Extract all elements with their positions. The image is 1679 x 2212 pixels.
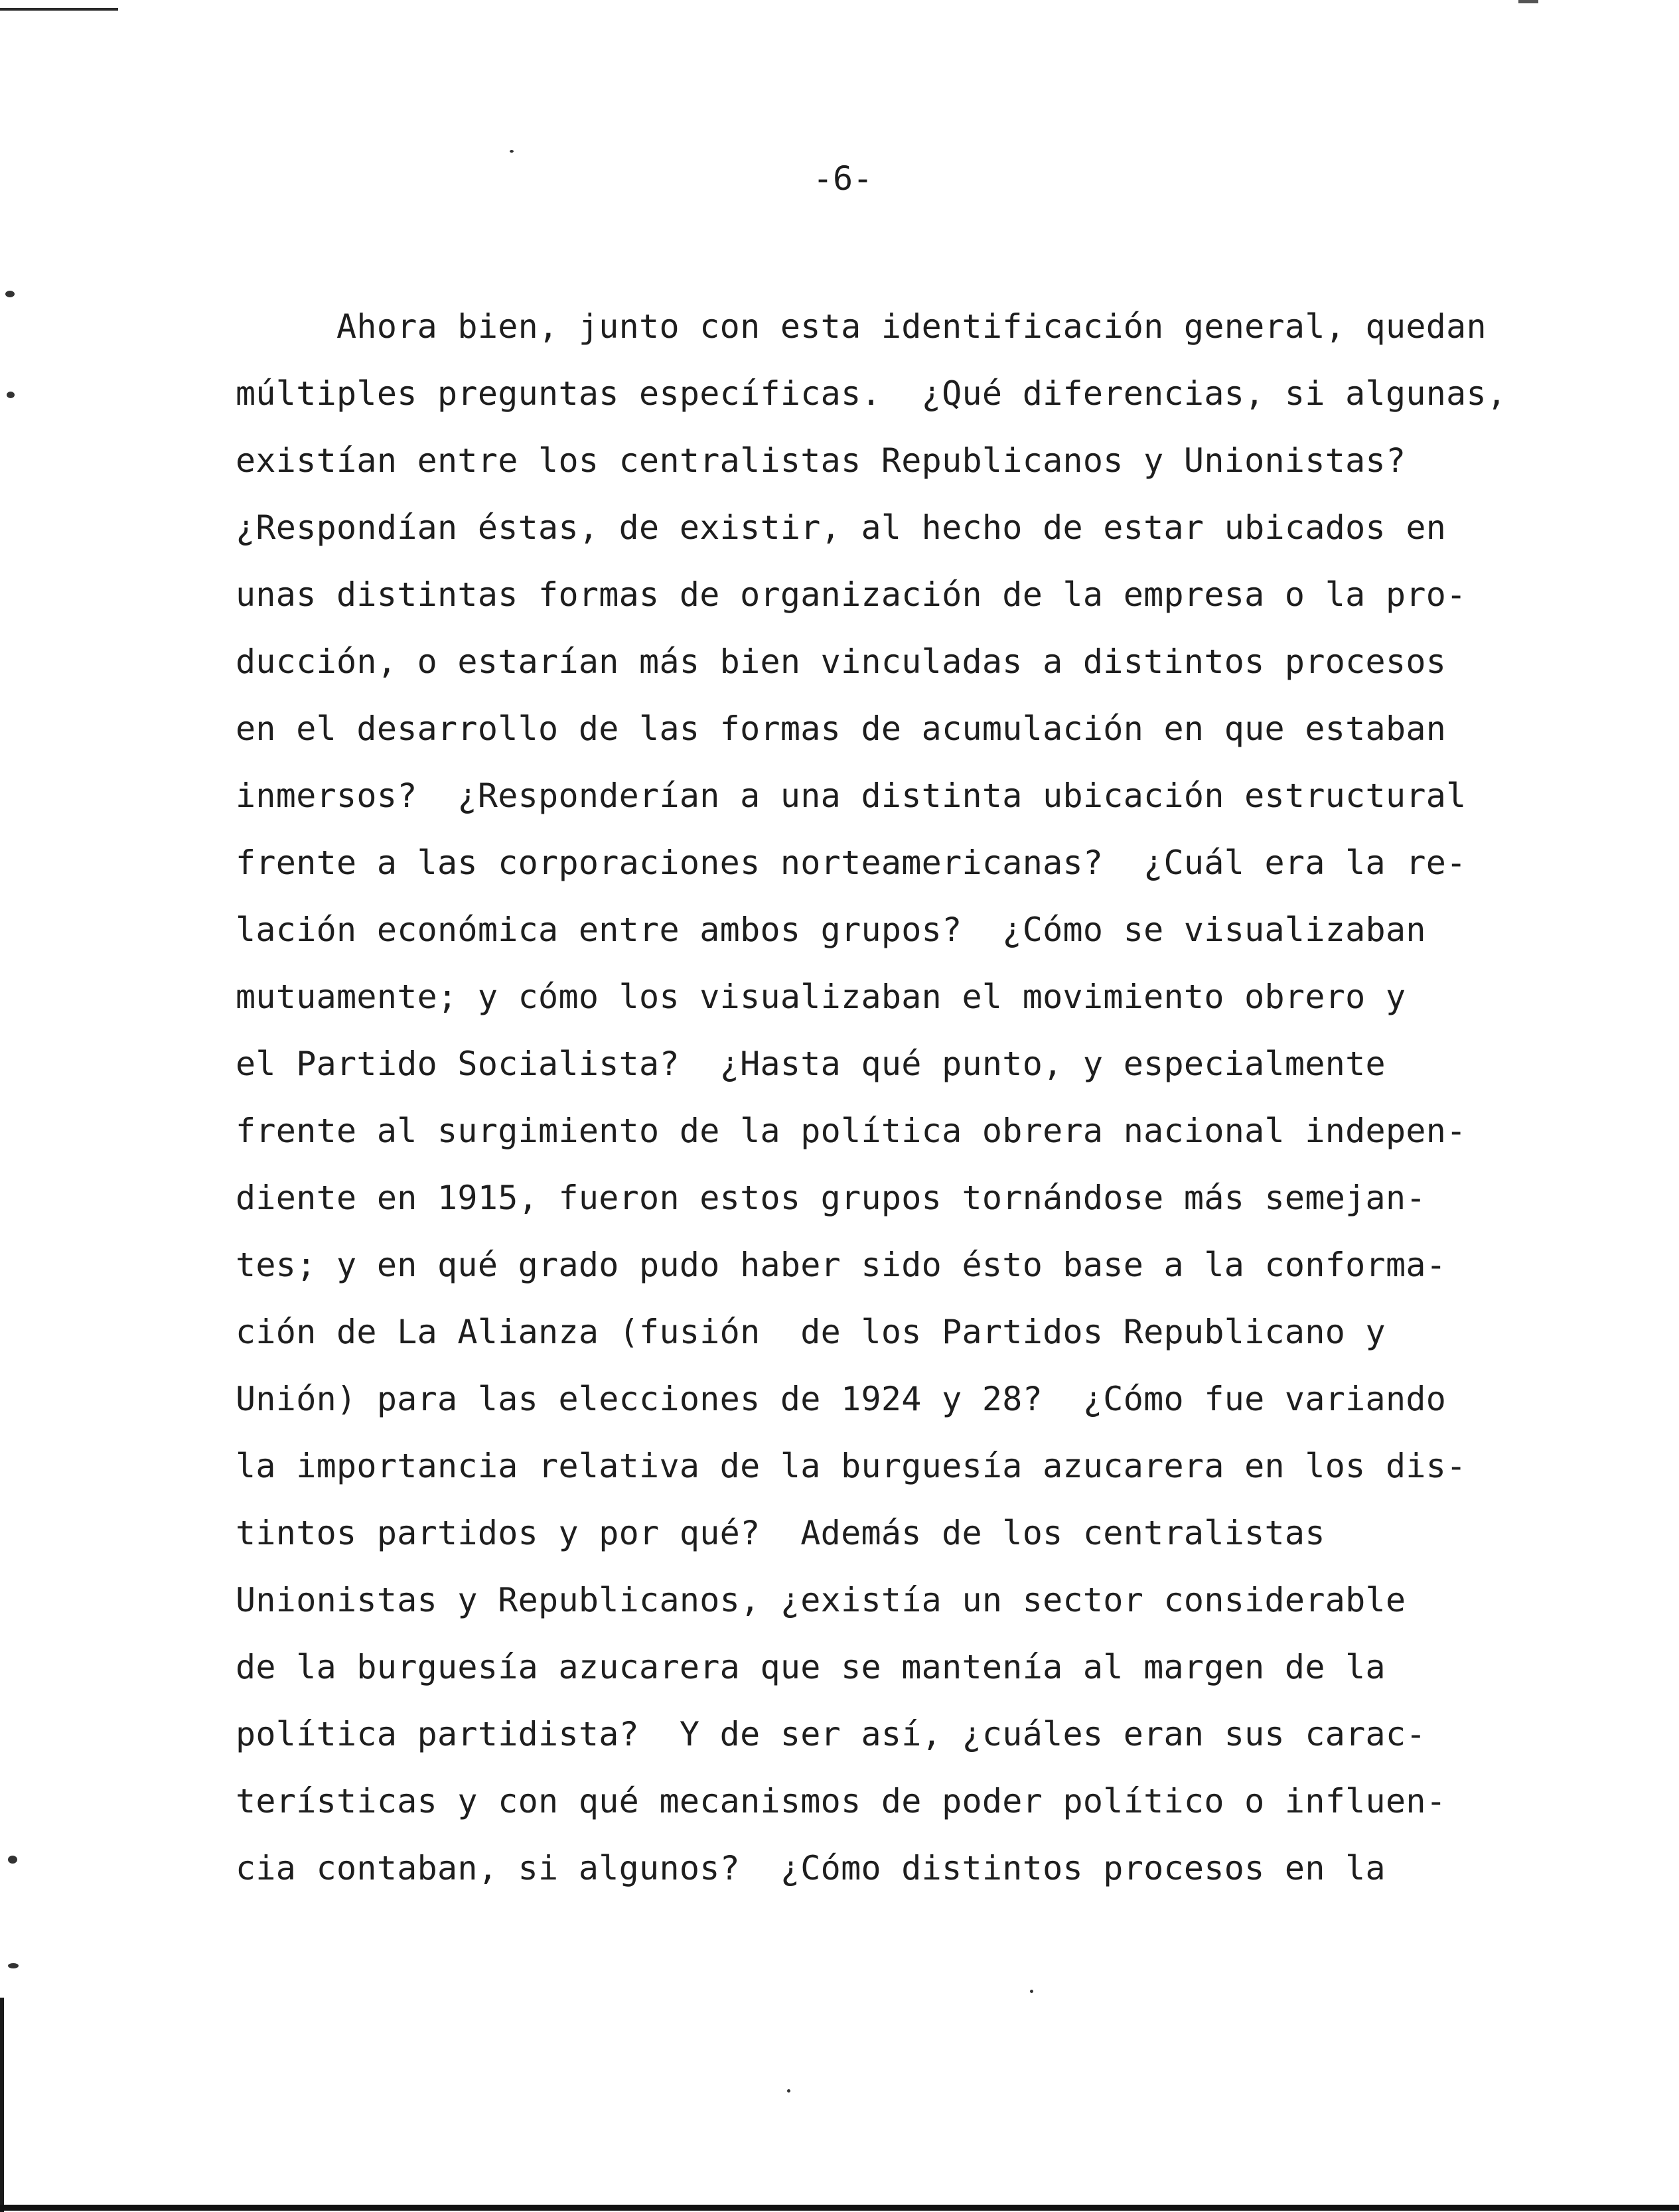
text-line: múltiples preguntas específicas. ¿Qué diferencias, si algunas, (236, 374, 1507, 413)
text-line: cia contaban, si algunos? ¿Cómo distintos procesos en la (236, 1849, 1386, 1887)
text-line: ción de La Alianza (fusión de los Partidos Republicano y (236, 1313, 1386, 1351)
scan-speck (1030, 1990, 1033, 1993)
scan-top-rule (0, 8, 118, 11)
page-number: -6- (812, 159, 873, 198)
text-line: tintos partidos y por qué? Además de los centralistas (236, 1514, 1325, 1552)
text-line: la importancia relativa de la burguesía azucarera en los dis- (236, 1447, 1467, 1485)
scan-speck (8, 1963, 19, 1968)
text-line: ducción, o estarían más bien vinculadas a distintos procesos (236, 642, 1447, 681)
text-line: Unionistas y Republicanos, ¿existía un sector considerable (236, 1581, 1406, 1619)
text-line: diente en 1915, fueron estos grupos tornándose más semejan- (236, 1179, 1426, 1217)
text-line: de la burguesía azucarera que se mantenía al margen de la (236, 1648, 1386, 1686)
text-line: existían entre los centralistas Republicanos y Unionistas? (236, 441, 1406, 480)
text-line: frente al surgimiento de la política obrera nacional indepen- (236, 1112, 1467, 1150)
text-line: Ahora bien, junto con esta identificación general, quedan (236, 307, 1487, 346)
text-line: unas distintas formas de organización de la empresa o la pro- (236, 575, 1467, 614)
scan-speck (8, 1856, 17, 1864)
scan-bottom-edge (0, 2205, 1679, 2211)
text-line: frente a las corporaciones norteamericanas? ¿Cuál era la re- (236, 844, 1467, 882)
text-line: ¿Respondían éstas, de existir, al hecho de estar ubicados en (236, 508, 1447, 547)
scan-speck (5, 291, 15, 297)
scan-speck (787, 2089, 790, 2093)
text-line: tes; y en qué grado pudo haber sido ésto base a la conforma- (236, 1246, 1447, 1284)
text-line: el Partido Socialista? ¿Hasta qué punto, y especialmente (236, 1045, 1386, 1083)
text-line: inmersos? ¿Responderían a una distinta ubicación estructural (236, 776, 1467, 815)
scan-left-edge (0, 1998, 4, 2212)
scan-corner-mark (1518, 0, 1538, 3)
text-line: Unión) para las elecciones de 1924 y 28? ¿Cómo fue variando (236, 1380, 1447, 1418)
scan-speck (7, 392, 15, 398)
scan-speck (510, 150, 514, 153)
text-line: terísticas y con qué mecanismos de poder político o influen- (236, 1782, 1447, 1820)
text-line: lación económica entre ambos grupos? ¿Cómo se visualizaban (236, 911, 1426, 949)
text-line: en el desarrollo de las formas de acumulación en que estaban (236, 709, 1447, 748)
text-line: mutuamente; y cómo los visualizaban el movimiento obrero y (236, 978, 1406, 1016)
text-line: política partidista? Y de ser así, ¿cuáles eran sus carac- (236, 1715, 1426, 1753)
body-paragraph (236, 293, 1510, 1902)
